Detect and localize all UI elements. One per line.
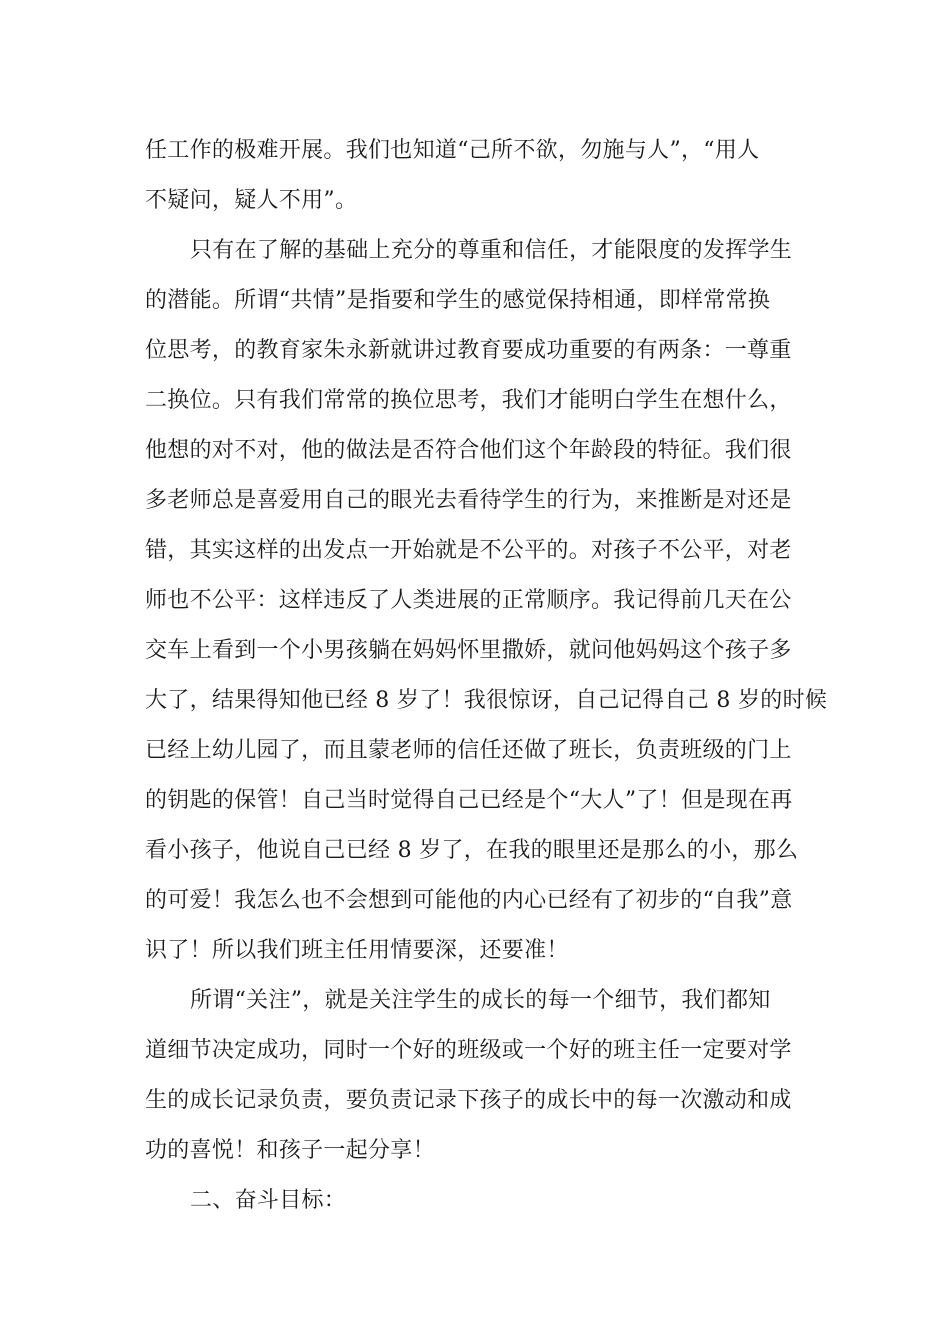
paragraph-start: 只有在了解的基础上充分的尊重和信任，才能限度的发挥学生	[190, 238, 793, 263]
text-line: 的潜能。所谓“共情”是指要和学生的感觉保持相通，即样常常换	[145, 288, 771, 313]
text-line: 的钥匙的保管！自己当时觉得自己已经是个“大人”了！但是现在再	[145, 788, 793, 813]
text-line: 道细节决定成功，同时一个好的班级或一个好的班主任一定要对学	[145, 1038, 792, 1063]
paragraph-start: 所谓“关注”，就是关注学生的成长的每一个细节，我们都知	[190, 988, 771, 1013]
text-line: 功的喜悦！和孩子一起分享！	[145, 1138, 435, 1163]
text-line: 生的成长记录负责，要负责记录下孩子的成长中的每一次激动和成	[145, 1088, 792, 1113]
text-line: 师也不公平：这样违反了人类进展的正常顺序。我记得前几天在公	[145, 588, 792, 613]
text-line: 他想的对不对，他的做法是否符合他们这个年龄段的特征。我们很	[145, 438, 792, 463]
text-line: 大了，结果得知他已经 8 岁了！我很惊讶，自己记得自己 8 岁的时候	[145, 688, 828, 713]
text-line: 的可爱！我怎么也不会想到可能他的内心已经有了初步的“自我”意	[145, 888, 793, 913]
text-line: 任工作的极难开展。我们也知道“己所不欲，勿施与人”，“用人	[145, 138, 760, 163]
text-line: 位思考，的教育家朱永新就讲过教育要成功重要的有两条：一尊重	[145, 338, 792, 363]
text-line: 不疑问，疑人不用”。	[145, 188, 358, 213]
text-line: 多老师总是喜爱用自己的眼光去看待学生的行为，来推断是对还是	[145, 488, 792, 513]
section-heading: 二、奋斗目标：	[190, 1188, 347, 1213]
text-line: 二换位。只有我们常常的换位思考，我们才能明白学生在想什么，	[145, 388, 792, 413]
text-line: 识了！所以我们班主任用情要深，还要准！	[145, 938, 569, 963]
text-line: 交车上看到一个小男孩躺在妈妈怀里撒娇，就问他妈妈这个孩子多	[145, 638, 792, 663]
text-line: 错，其实这样的出发点一开始就是不公平的。对孩子不公平，对老	[145, 538, 792, 563]
text-line: 看小孩子，他说自己已经 8 岁了，在我的眼里还是那么的小，那么	[145, 838, 799, 863]
text-line: 已经上幼儿园了，而且蒙老师的信任还做了班长，负责班级的门上	[145, 738, 792, 763]
